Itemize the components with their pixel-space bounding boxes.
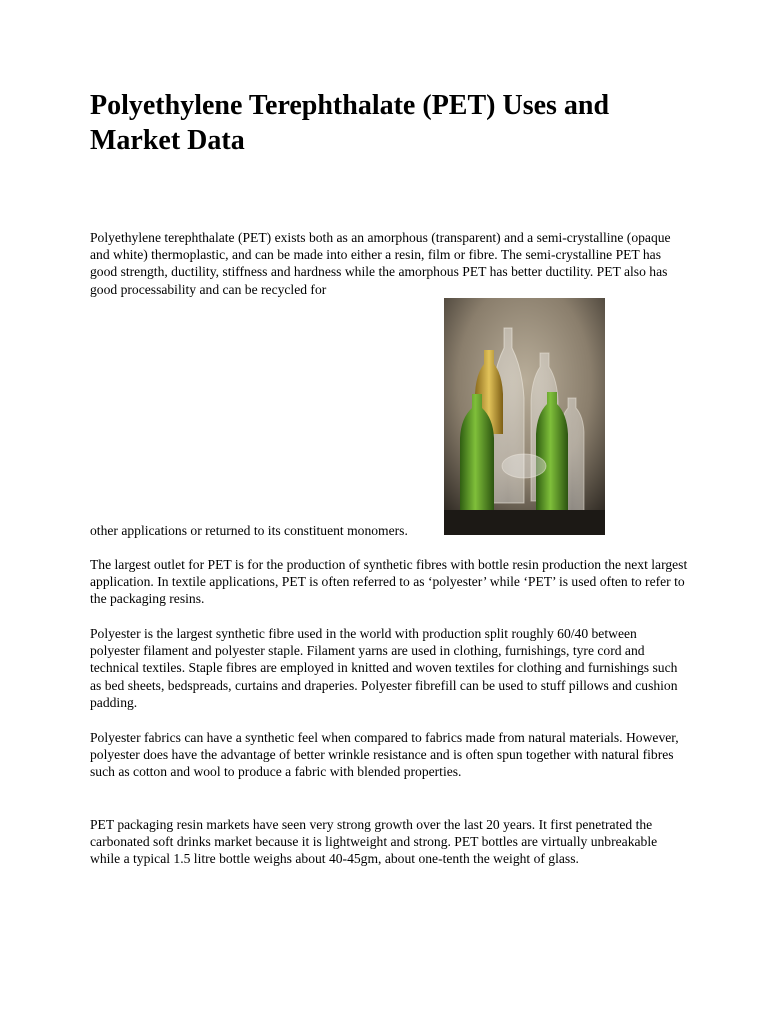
polyester-fabrics-paragraph: Polyester fabrics can have a synthetic feel when compared to fabrics made from natural materials. However, polyester does have the advantage of better wrinkle resistance and is often spun together with natural fibres such as cotton and wool to produce a fabric with blended properties. [90,730,679,780]
intro-paragraph: Polyethylene terephthalate (PET) exists both as an amorphous (transparent) and a semi-crystalline (opaque and white) thermoplastic, and can be made into either a resin, film or fibre. The semi-crystalline PET has good strength, ductility, stiffness and hardness while the amorphous PET has better ductility. PET also has good processability and can be recycled for [90,230,671,297]
packaging-paragraph: PET packaging resin markets have seen very strong growth over the last 20 years. It first penetrated the carbonated soft drinks market because it is lightweight and strong. PET bottles are virtually unbreakable while a typical 1.5 litre bottle weighs about 40-45gm, about one-tenth the weight of glass. [90,817,658,867]
polyester-fibre-paragraph: Polyester is the largest synthetic fibre used in the world with production split roughly 60/40 between polyester filament and polyester staple. Filament yarns are used in clothing, furnishings, tyre cord and technical textiles. Staple fibres are employed in knitted and woven textiles for clothing and furnishings such as bed sheets, bedspreads, curtains and draperies. Polyester fibrefill can be used to stuff pillows and cushion padding. [90,626,678,710]
page-title: Polyethylene Terephthalate (PET) Uses and Market Data [90,90,610,156]
fibres-paragraph: The largest outlet for PET is for the production of synthetic fibres with bottle resin production the next largest application. In textile applications, PET is often referred to as ‘polyester’ while ‘PET’ is used often to refer to the packaging resins. [90,557,688,607]
intro-paragraph-tail: other applications or returned to its constituent monomers. [90,523,408,538]
pet-bottles-photo [444,298,605,535]
